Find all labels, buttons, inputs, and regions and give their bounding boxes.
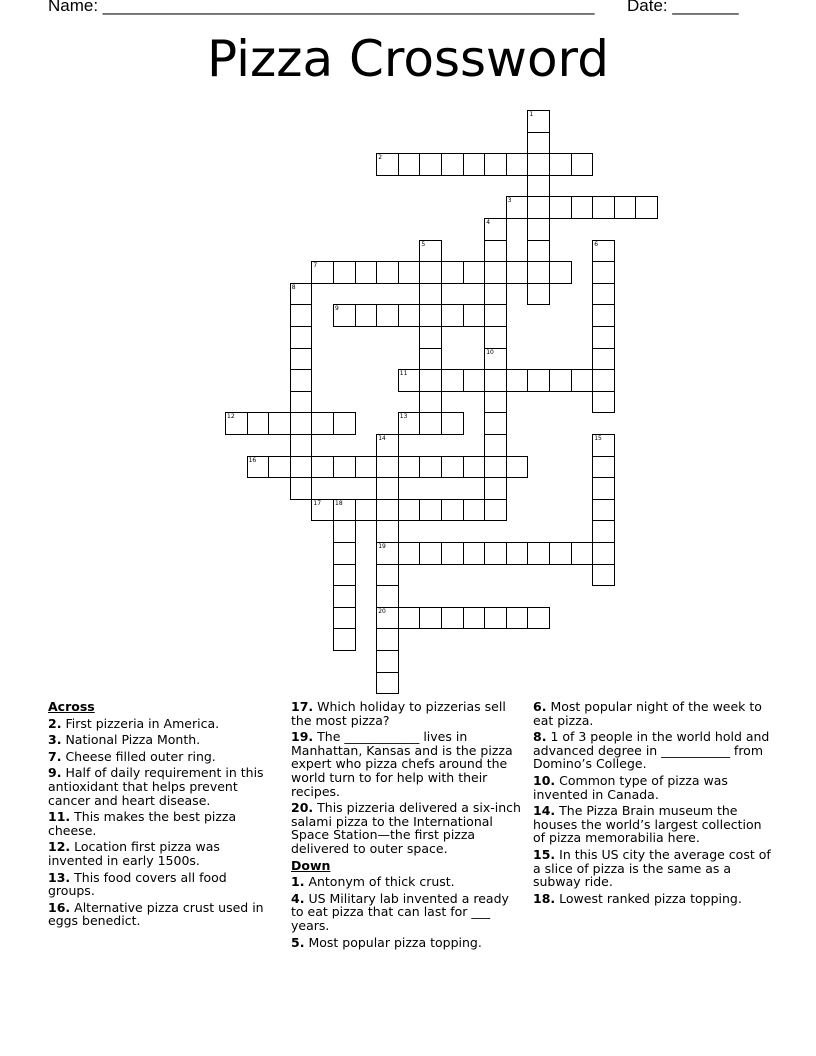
crossword-cell[interactable] <box>484 326 507 349</box>
crossword-cell[interactable] <box>506 542 529 565</box>
clue-down-6: 6. Most popular night of the week to eat pizza. <box>533 699 762 728</box>
clue-number-label: 18 <box>335 499 343 507</box>
crossword-cell[interactable] <box>333 628 356 651</box>
crossword-cell[interactable] <box>398 153 421 176</box>
crossword-cell[interactable] <box>484 261 507 284</box>
crossword-cell[interactable] <box>419 348 442 371</box>
crossword-cell[interactable] <box>635 196 658 219</box>
crossword-cell[interactable] <box>463 499 486 522</box>
crossword-cell[interactable] <box>592 326 615 349</box>
clue-across-20: 20. This pizzeria delivered a six-inch salami pizza to the International Space Station—the first pizza delivered to outer space. <box>291 800 521 856</box>
crossword-cell[interactable] <box>484 434 507 457</box>
crossword-cell[interactable] <box>506 153 529 176</box>
crossword-cell[interactable] <box>592 564 615 587</box>
clue-across-13: 13. This food covers all food groups. <box>48 869 227 899</box>
crossword-cell[interactable] <box>290 326 313 349</box>
crossword-cell[interactable] <box>333 564 356 587</box>
crossword-cell[interactable] <box>484 369 507 392</box>
crossword-cell[interactable] <box>463 153 486 176</box>
crossword-cell[interactable] <box>441 542 464 565</box>
clue-number-label: 9 <box>335 305 339 313</box>
down-heading: Down <box>291 857 331 873</box>
clue-number-label: 2 <box>378 154 383 162</box>
crossword-cell[interactable] <box>506 261 529 284</box>
crossword-cell[interactable] <box>549 153 572 176</box>
crossword-cell[interactable] <box>527 542 550 565</box>
crossword-cell[interactable] <box>419 283 442 306</box>
crossword-cell[interactable] <box>355 456 378 479</box>
clue-across-17: 17. Which holiday to pizzerias sell the most pizza? <box>291 699 506 728</box>
crossword-cell[interactable] <box>290 412 313 435</box>
crossword-cell[interactable] <box>592 283 615 306</box>
crossword-cell[interactable] <box>419 261 442 284</box>
crossword-cell[interactable] <box>419 153 442 176</box>
crossword-cell[interactable] <box>441 369 464 392</box>
clue-number-label: 12 <box>227 413 235 421</box>
crossword-cell[interactable] <box>527 196 550 219</box>
crossword-cell[interactable] <box>376 456 399 479</box>
crossword-cell[interactable] <box>376 650 399 673</box>
crossword-cell[interactable] <box>463 607 486 630</box>
crossword-cell[interactable] <box>376 564 399 587</box>
crossword-cell[interactable] <box>376 628 399 651</box>
crossword-cell[interactable] <box>484 391 507 414</box>
crossword-cell[interactable] <box>419 607 442 630</box>
crossword-cell[interactable] <box>333 412 356 435</box>
crossword-cell[interactable] <box>333 261 356 284</box>
crossword-cell[interactable] <box>549 542 572 565</box>
clue-across-12: 12. Location first pizza was invented in early 1500s. <box>48 839 220 868</box>
crossword-cell[interactable] <box>484 153 507 176</box>
crossword-cell[interactable] <box>463 456 486 479</box>
clue-number-label: 3 <box>507 197 512 205</box>
crossword-cell[interactable] <box>527 132 550 155</box>
crossword-cell[interactable] <box>484 412 507 435</box>
crossword-cell[interactable] <box>376 477 399 500</box>
crossword-cell[interactable] <box>311 412 334 435</box>
crossword-cell[interactable] <box>549 369 572 392</box>
crossword-cell[interactable] <box>419 326 442 349</box>
clue-number-label: 10 <box>486 348 494 356</box>
crossword-cell[interactable] <box>484 304 507 327</box>
crossword-cell[interactable] <box>592 304 615 327</box>
crossword-cell[interactable] <box>441 304 464 327</box>
crossword-cell[interactable] <box>527 153 550 176</box>
crossword-cell[interactable] <box>484 607 507 630</box>
clue-across-11: 11. This makes the best pizza cheese. <box>48 809 237 838</box>
crossword-cell[interactable] <box>290 391 313 414</box>
crossword-cell[interactable] <box>592 369 615 392</box>
clue-down-8: 8. 1 of 3 people in the world hold and advanced degree in ___________ from Domino’s College. <box>533 729 770 772</box>
clue-down-15: 15. In this US city the average cost of a slice of pizza is the same as a subway ride. <box>533 846 771 890</box>
crossword-cell[interactable] <box>592 499 615 522</box>
crossword-cell[interactable] <box>376 261 399 284</box>
crossword-cell[interactable] <box>592 520 615 543</box>
crossword-cell[interactable] <box>441 412 464 435</box>
crossword-cell[interactable] <box>268 412 291 435</box>
clue-number-label: 19 <box>378 543 386 550</box>
crossword-cell[interactable] <box>592 391 615 414</box>
crossword-cell[interactable] <box>527 240 550 263</box>
crossword-cell[interactable] <box>463 542 486 565</box>
crossword-cell[interactable] <box>376 585 399 608</box>
crossword-cell[interactable] <box>549 196 572 219</box>
crossword-cell[interactable] <box>355 304 378 327</box>
crossword-cell[interactable] <box>506 607 529 630</box>
clue-across-9: 9. Half of daily requirement in this antioxidant that helps prevent cancer and heart disease. <box>48 765 264 808</box>
crossword-cell[interactable] <box>441 261 464 284</box>
crossword-cell[interactable] <box>290 434 313 457</box>
crossword-cell[interactable] <box>571 369 594 392</box>
crossword-cell[interactable] <box>290 369 313 392</box>
crossword-cell[interactable] <box>290 348 313 371</box>
clue-column-2 <box>291 700 523 952</box>
clue-column-1 <box>48 700 274 931</box>
crossword-cell[interactable] <box>527 283 550 306</box>
clue-number-label: 8 <box>291 283 296 291</box>
clue-down-18: 18. Lowest ranked pizza topping. <box>533 890 742 906</box>
crossword-cell[interactable] <box>290 456 313 479</box>
clue-across-19: 19. The ____________ lives in Manhattan, Kansas and is the pizza expert who pizza chefs around the world turn to for help with their recipes. <box>291 729 513 799</box>
crossword-cell[interactable] <box>376 672 399 695</box>
crossword-cell[interactable] <box>527 607 550 630</box>
crossword-cell[interactable] <box>376 304 399 327</box>
crossword-cell[interactable] <box>463 369 486 392</box>
clue-number-label: 5 <box>421 240 426 248</box>
clue-number-label: 6 <box>594 240 599 248</box>
crossword-cell[interactable] <box>311 456 334 479</box>
crossword-cell[interactable] <box>463 304 486 327</box>
crossword-cell[interactable] <box>484 477 507 500</box>
crossword-cell[interactable] <box>376 499 399 522</box>
crossword-cell[interactable] <box>419 542 442 565</box>
crossword-cell[interactable] <box>247 412 270 435</box>
crossword-cell[interactable] <box>376 520 399 543</box>
clue-number-label: 11 <box>399 370 408 378</box>
name-field-label: Name: ____________________________________________________ <box>48 0 595 15</box>
clue-number-label: 20 <box>378 607 386 615</box>
crossword-cell[interactable] <box>398 261 421 284</box>
crossword-cell[interactable] <box>419 412 442 435</box>
crossword-cell[interactable] <box>506 456 529 479</box>
clue-down-14: 14. The Pizza Brain museum the houses the world’s largest collection of pizza memorabilia here. <box>533 803 762 846</box>
crossword-cell[interactable] <box>398 499 421 522</box>
crossword-cell[interactable] <box>506 369 529 392</box>
crossword-cell[interactable] <box>398 607 421 630</box>
crossword-cell[interactable] <box>333 607 356 630</box>
clue-number-label: 7 <box>313 262 318 270</box>
crossword-cell[interactable] <box>290 477 313 500</box>
crossword-cell[interactable] <box>484 542 507 565</box>
clue-number-label: 17 <box>313 499 322 507</box>
date-field-label: Date: _______ <box>627 0 739 15</box>
crossword-cell[interactable] <box>355 261 378 284</box>
crossword-cell[interactable] <box>484 240 507 263</box>
clue-down-5: 5. Most popular pizza topping. <box>291 934 482 950</box>
clue-number-label: 13 <box>399 413 408 421</box>
clue-down-10: 10. Common type of pizza was invented in Canada. <box>533 772 728 802</box>
crossword-cell[interactable] <box>549 261 572 284</box>
crossword-cell[interactable] <box>333 520 356 543</box>
crossword-cell[interactable] <box>398 304 421 327</box>
crossword-cell[interactable] <box>592 477 615 500</box>
crossword-cell[interactable] <box>592 542 615 565</box>
crossword-cell[interactable] <box>268 456 291 479</box>
crossword-cell[interactable] <box>484 456 507 479</box>
clue-number-label: 1 <box>529 111 534 118</box>
crossword-cell[interactable] <box>355 499 378 522</box>
crossword-cell[interactable] <box>527 175 550 198</box>
crossword-cell[interactable] <box>484 499 507 522</box>
crossword-cell[interactable] <box>592 348 615 371</box>
crossword-cell[interactable] <box>484 283 507 306</box>
crossword-cell[interactable] <box>441 153 464 176</box>
clue-number-label: 15 <box>594 435 602 442</box>
crossword-cell[interactable] <box>333 585 356 608</box>
crossword-cell[interactable] <box>419 499 442 522</box>
clue-across-3: 3. National Pizza Month. <box>48 732 201 748</box>
crossword-cell[interactable] <box>398 456 421 479</box>
clue-across-7: 7. Cheese filled outer ring. <box>48 748 216 764</box>
crossword-cell[interactable] <box>441 456 464 479</box>
crossword-cell[interactable] <box>398 542 421 565</box>
crossword-cell[interactable] <box>571 542 594 565</box>
clue-number-label: 4 <box>486 219 491 226</box>
crossword-cell[interactable] <box>333 456 356 479</box>
crossword-cell[interactable] <box>592 456 615 479</box>
clue-number-label: 16 <box>248 456 257 464</box>
across-heading: Across <box>48 699 95 714</box>
crossword-cell[interactable] <box>463 261 486 284</box>
crossword-cell[interactable] <box>419 304 442 327</box>
crossword-cell[interactable] <box>592 196 615 219</box>
page-title: Pizza Crossword <box>207 30 609 88</box>
clue-number-label: 14 <box>378 435 386 442</box>
crossword-cell[interactable] <box>290 304 313 327</box>
crossword-cell[interactable] <box>592 261 615 284</box>
crossword-cell[interactable] <box>419 391 442 414</box>
clue-column-3 <box>533 700 773 908</box>
clue-down-4: 4. US Military lab invented a ready to eat pizza that can last for ___ years. <box>291 890 509 933</box>
crossword-cell[interactable] <box>527 218 550 241</box>
crossword-cell[interactable] <box>571 153 594 176</box>
crossword-cell[interactable] <box>441 607 464 630</box>
crossword-cell[interactable] <box>614 196 637 219</box>
crossword-cell[interactable] <box>571 196 594 219</box>
clue-across-2: 2. First pizzeria in America. <box>48 715 220 731</box>
crossword-cell[interactable] <box>441 499 464 522</box>
crossword-cell[interactable] <box>527 369 550 392</box>
crossword-cell[interactable] <box>333 542 356 565</box>
clue-across-16: 16. Alternative pizza crust used in eggs benedict. <box>48 899 264 929</box>
clue-down-1: 1. Antonym of thick crust. <box>291 874 455 890</box>
crossword-cell[interactable] <box>527 261 550 284</box>
crossword-cell[interactable] <box>419 369 442 392</box>
crossword-cell[interactable] <box>419 456 442 479</box>
